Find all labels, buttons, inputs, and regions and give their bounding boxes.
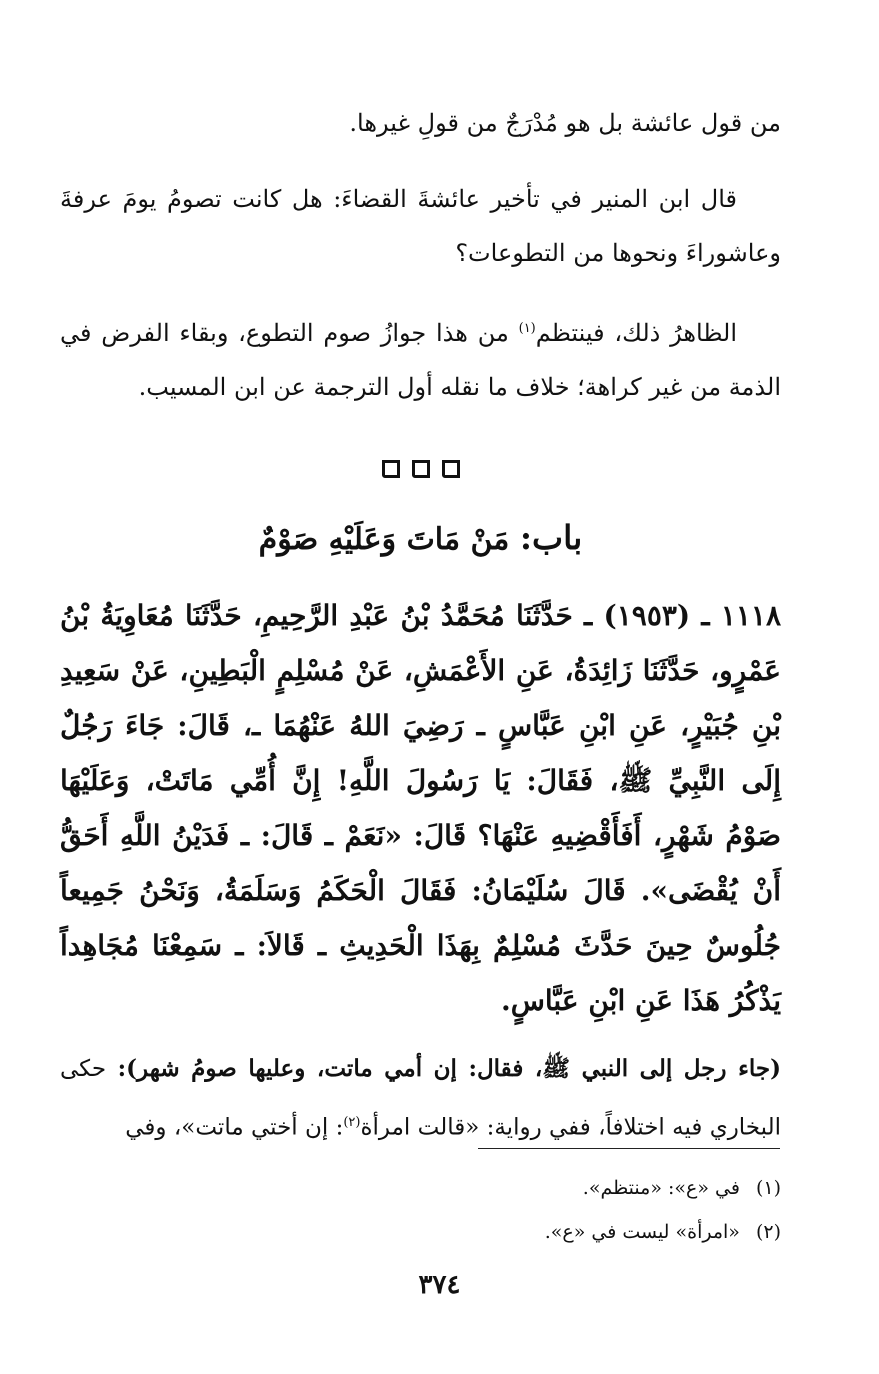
footnote-2 <box>381 1210 781 1254</box>
divider-square <box>442 460 460 478</box>
footnote-number: (٢) <box>755 1221 781 1243</box>
commentary <box>60 1042 781 1155</box>
section-divider <box>60 460 781 478</box>
footnote-text: «امرأة» ليست في «ع». <box>544 1221 740 1243</box>
footnote-ref-1: (١) <box>518 321 536 336</box>
divider-square <box>382 460 400 478</box>
commentary-body-b: : إن أختي ماتت»، وفي <box>125 1114 344 1141</box>
footnote-separator <box>478 1148 780 1149</box>
paragraph-3-text-b: من هذا جوازُ صوم التطوع، وبقاء الفرض في الذمة من غير كراهة؛ خلاف ما نقله أول الترجمة عن ابن المسيب. <box>60 319 781 401</box>
commentary-lemma: (جاء رجل إلى النبي ﷺ، فقال: إن أمي ماتت، وعليها صومُ شهر): <box>117 1055 781 1082</box>
hadith-text: ١١١٨ ـ (١٩٥٣) ـ حَدَّثَنَا مُحَمَّدُ بْنُ عَبْدِ الرَّحِيمِ، حَدَّثَنَا مُعَاوِيَةُ بْنُ عَمْرٍو، حَدَّثَنَا زَائِدَةُ، عَنِ الأَعْمَشِ، عَنْ مُسْلِمٍ الْبَطِينِ، عَنْ سَعِيدِ بْنِ جُبَيْرٍ، عَنِ ابْنِ عَبَّاسٍ ـ رَضِيَ اللهُ عَنْهُمَا ـ، قَالَ: جَاءَ رَجُلٌ إِلَى النَّبِيِّ ﷺ، فَقَالَ: يَا رَسُولَ اللَّهِ! إِنَّ أُمِّي مَاتَتْ، وَعَلَيْهَا صَوْمُ شَهْرٍ، أَفَأَقْضِيهِ عَنْهَا؟ قَالَ: «نَعَمْ ـ قَالَ: ـ فَدَيْنُ اللَّهِ أَحَقُّ أَنْ يُقْضَى». قَالَ سُلَيْمَانُ: فَقَالَ الْحَكَمُ وَسَلَمَةُ، وَنَحْنُ جَمِيعاً جُلُوسٌ حِينَ حَدَّثَ مُسْلِمٌ بِهَذَا الْحَدِيثِ ـ قَالاَ: ـ سَمِعْنَا مُجَاهِداً يَذْكُرُ هَذَا عَنِ ابْنِ عَبَّاسٍ. <box>60 599 781 1017</box>
footnote-text: في «ع»: «منتظم». <box>582 1177 740 1199</box>
paragraph-2: قال ابن المنير في تأخير عائشةَ القضاءَ: هل كانت تصومُ يومَ عرفةَ وعاشوراءَ ونحوها من التطوعات؟ <box>60 185 781 267</box>
divider-square <box>412 460 430 478</box>
paragraph-3 <box>60 302 781 414</box>
chapter-label: باب: <box>519 518 583 557</box>
paragraph-3-text-a: الظاهرُ ذلك، فينتظم <box>535 319 738 347</box>
footnotes <box>381 1166 781 1254</box>
chapter-title: مَنْ مَاتَ وَعَلَيْهِ صَوْمٌ <box>258 522 510 557</box>
commentary-body-a: حكى البخاري فيه اختلافاً، ففي رواية: «قالت امرأة <box>60 1056 781 1141</box>
footnote-ref-2: (٢) <box>343 1115 361 1130</box>
footnote-1 <box>381 1166 781 1210</box>
page-number: ٣٧٤ <box>418 1270 461 1300</box>
page-body <box>60 96 781 1155</box>
chapter-heading <box>60 514 781 564</box>
paragraph-1: من قول عائشة بل هو مُدْرَجٌ من قولِ غيرها. <box>349 109 781 137</box>
footnote-number: (١) <box>755 1177 781 1199</box>
